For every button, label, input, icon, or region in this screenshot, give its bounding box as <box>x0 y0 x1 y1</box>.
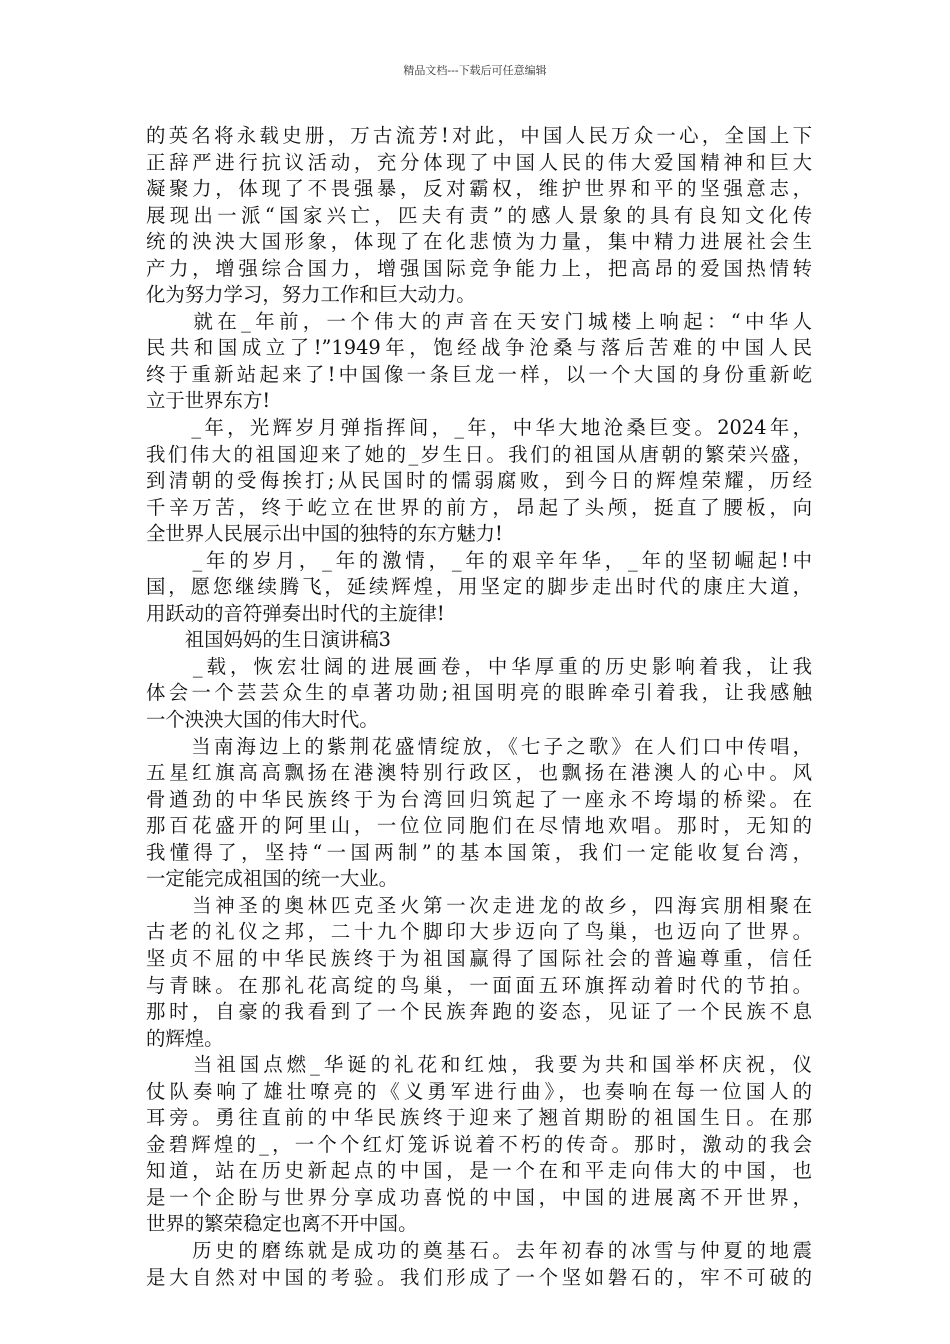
text-line: 的英名将永载史册，万古流芳!对此，中国人民万众一心，全国上下 <box>146 124 812 147</box>
text-line: _年的岁月，_年的激情，_年的艰辛年华，_年的坚韧崛起!中 <box>146 548 812 572</box>
text-line: 全世界人民展示出中国的独特的东方魅力! <box>146 522 503 546</box>
text-line: 骨遒劲的中华民族终于为台湾回归筑起了一座永不垮塌的桥梁。在 <box>146 787 812 811</box>
text-line: 耳旁。勇往直前的中华民族终于迎来了翘首期盼的祖国生日。在那 <box>146 1106 812 1130</box>
text-line: 我懂得了，坚持“一国两制”的基本国策，我们一定能收复台湾， <box>146 840 812 864</box>
text-line: 体会一个芸芸众生的卓著功勋;祖国明亮的眼眸牵引着我，让我感触 <box>146 681 812 705</box>
text-line: _载，恢宏壮阔的进展画卷，中华厚重的历史影响着我，让我 <box>146 654 812 678</box>
text-line: 是大自然对中国的考验。我们形成了一个坚如磐石的，牢不可破的 <box>146 1265 812 1289</box>
text-line: 终于重新站起来了!中国像一条巨龙一样，以一个大国的身份重新屹 <box>146 362 812 386</box>
text-line: 知道，站在历史新起点的中国，是一个在和平走向伟大的中国，也 <box>146 1159 812 1183</box>
text-line: 五星红旗高高飘扬在港澳特别行政区，也飘扬在港澳人的心中。风 <box>146 761 812 785</box>
text-line: 展现出一派“国家兴亡，匹夫有责”的感人景象的具有良知文化传 <box>146 203 812 227</box>
text-line: 用跃动的音符弹奏出时代的主旋律! <box>146 601 445 625</box>
text-line: 就在_年前，一个伟大的声音在天安门城楼上响起：“中华人 <box>146 309 812 333</box>
text-line: 与青睐。在那礼花高绽的鸟巢，一面面五环旗挥动着时代的节拍。 <box>146 973 812 997</box>
text-line: 当神圣的奥林匹克圣火第一次走进龙的故乡，四海宾朋相聚在 <box>146 893 812 917</box>
text-line: 到清朝的受侮挨打;从民国时的懦弱腐败，到今日的辉煌荣耀，历经 <box>146 469 812 493</box>
text-line: 国，愿您继续腾飞，延续辉煌，用坚定的脚步走出时代的康庄大道， <box>146 575 812 599</box>
text-line: 那时，自豪的我看到了一个民族奔跑的姿态，见证了一个民族不息 <box>146 1000 812 1024</box>
text-line: 千辛万苦，终于屹立在世界的前方，昂起了头颅，挺直了腰板，向 <box>146 495 812 519</box>
text-line: 世界的繁荣稳定也离不开中国。 <box>146 1212 418 1236</box>
text-line: 当祖国点燃_华诞的礼花和红烛，我要为共和国举杯庆祝，仪 <box>146 1053 812 1077</box>
text-line: 仗队奏响了雄壮嘹亮的《义勇军进行曲》，也奏响在每一位国人的 <box>146 1079 812 1103</box>
text-line: 凝聚力，体现了不畏强暴，反对霸权，维护世界和平的坚强意志， <box>146 177 812 201</box>
text-line: 正辞严进行抗议活动，充分体现了中国人民的伟大爱国精神和巨大 <box>146 150 812 174</box>
text-line: 祖国妈妈的生日演讲稿3 <box>146 628 392 652</box>
text-line: 我们伟大的祖国迎来了她的_岁生日。我们的祖国从唐朝的繁荣兴盛， <box>146 442 812 466</box>
text-line: 一定能完成祖国的统一大业。 <box>146 867 399 891</box>
text-line: 坚贞不屈的中华民族终于为祖国赢得了国际社会的普遍尊重，信任 <box>146 946 812 970</box>
text-line: 金碧辉煌的_，一个个红灯笼诉说着不朽的传奇。那时，激动的我会 <box>146 1132 812 1156</box>
text-line: 的辉煌。 <box>146 1026 224 1050</box>
text-line: 统的泱泱大国形象，体现了在化悲愤为力量，集中精力进展社会生 <box>146 230 812 254</box>
text-line: 历史的磨练就是成功的奠基石。去年初春的冰雪与仲夏的地震 <box>146 1238 812 1262</box>
text-line: 当南海边上的紫荆花盛情绽放，《七子之歌》在人们口中传唱， <box>146 734 812 758</box>
text-line: 那百花盛开的阿里山，一位位同胞们在尽情地欢唱。那时，无知的 <box>146 814 812 838</box>
page-header: 精品文档---下载后可任意编辑 <box>403 64 547 77</box>
text-line: 化为努力学习，努力工作和巨大动力。 <box>146 283 476 307</box>
text-line: 产力，增强综合国力，增强国际竞争能力上，把高昂的爱国热情转 <box>146 256 812 280</box>
text-line: 立于世界东方! <box>146 389 271 413</box>
text-line: 民共和国成立了!”1949年，饱经战争沧桑与落后苦难的中国人民 <box>146 336 812 360</box>
text-line: 是一个企盼与世界分享成功喜悦的中国，中国的进展离不开世界， <box>146 1185 812 1209</box>
text-line: 古老的礼仪之邦，二十九个脚印大步迈向了鸟巢，也迈向了世界。 <box>146 920 812 944</box>
text-line: 一个泱泱大国的伟大时代。 <box>146 708 379 732</box>
document-body <box>146 123 812 1291</box>
text-line: _年，光辉岁月弹指挥间，_年，中华大地沧桑巨变。2024年， <box>146 416 812 440</box>
